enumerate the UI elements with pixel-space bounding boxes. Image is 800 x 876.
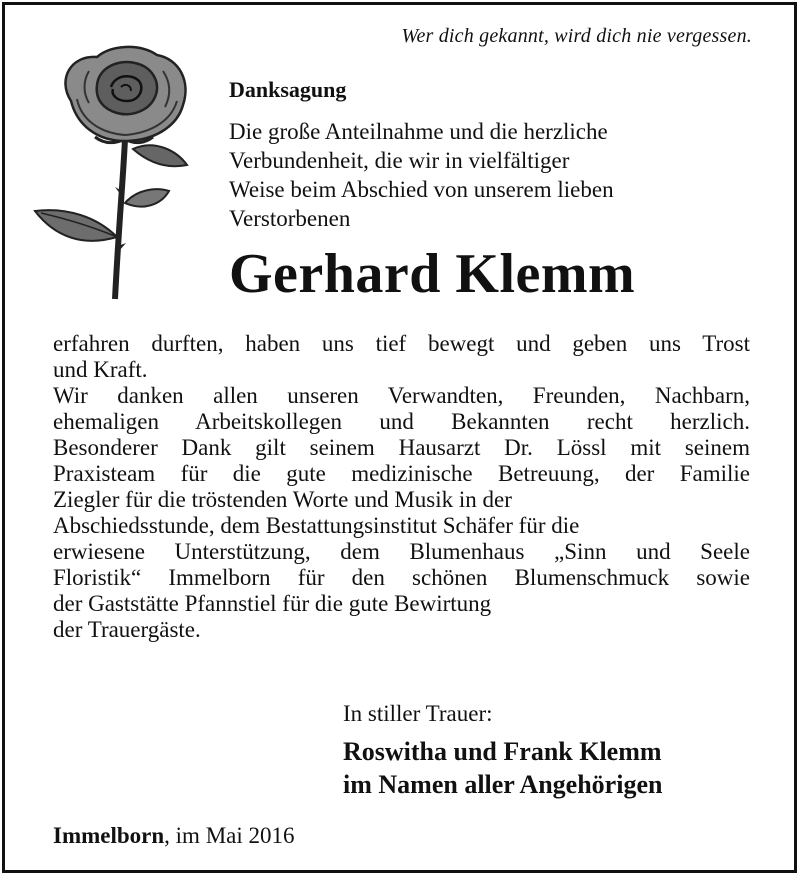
- body-line: erwiesene Unterstützung, dem Blumenhaus „Sinn und Seele: [53, 539, 750, 564]
- body-line: Floristik“ Immelborn für den schönen Blumenschmuck sowie: [53, 565, 750, 590]
- intro-line: Verbundenheit, die wir in vielfältiger: [229, 148, 570, 173]
- mourners: [343, 735, 662, 801]
- motto: Wer dich gekannt, wird dich nie vergessen.: [401, 25, 752, 47]
- footer-place: Immelborn: [53, 823, 165, 848]
- mourner-line: im Namen aller Angehörigen: [343, 770, 663, 799]
- intro-line: Die große Anteilnahme und die herzliche: [229, 119, 608, 144]
- body-text: [53, 331, 750, 643]
- mourning-label: In stiller Trauer:: [343, 701, 493, 726]
- body-line: der Trauergäste.: [53, 617, 201, 642]
- body-line: Wir danken allen unseren Verwandten, Freunden, Nachbarn,: [53, 383, 750, 408]
- body-line: und Kraft.: [53, 357, 148, 382]
- mourner-line: Roswitha und Frank Klemm: [343, 737, 662, 766]
- body-line: Praxisteam für die gute medizinische Betreuung, der Familie: [53, 461, 750, 486]
- deceased-name: Gerhard Klemm: [229, 243, 636, 305]
- body-line: erfahren durften, haben uns tief bewegt und geben uns Trost: [53, 331, 750, 356]
- rose-icon: [27, 41, 207, 303]
- body-line: Ziegler für die tröstenden Worte und Musik in der: [53, 487, 512, 512]
- obituary-notice: [2, 2, 797, 873]
- body-line: Abschiedsstunde, dem Bestattungsinstitut Schäfer für die: [53, 513, 580, 538]
- intro-text: [229, 117, 749, 233]
- heading-danksagung: Danksagung: [229, 77, 347, 102]
- intro-line: Weise beim Abschied von unserem lieben: [229, 177, 614, 202]
- body-line: ehemaligen Arbeitskollegen und Bekannten recht herzlich.: [53, 409, 750, 434]
- footer-place-date: [53, 823, 295, 849]
- intro-line: Verstorbenen: [229, 206, 351, 231]
- body-line: der Gaststätte Pfannstiel für die gute Bewirtung: [53, 591, 492, 616]
- body-line: Besonderer Dank gilt seinem Hausarzt Dr. Lössl mit seinem: [53, 435, 750, 460]
- footer-date: , im Mai 2016: [164, 823, 295, 848]
